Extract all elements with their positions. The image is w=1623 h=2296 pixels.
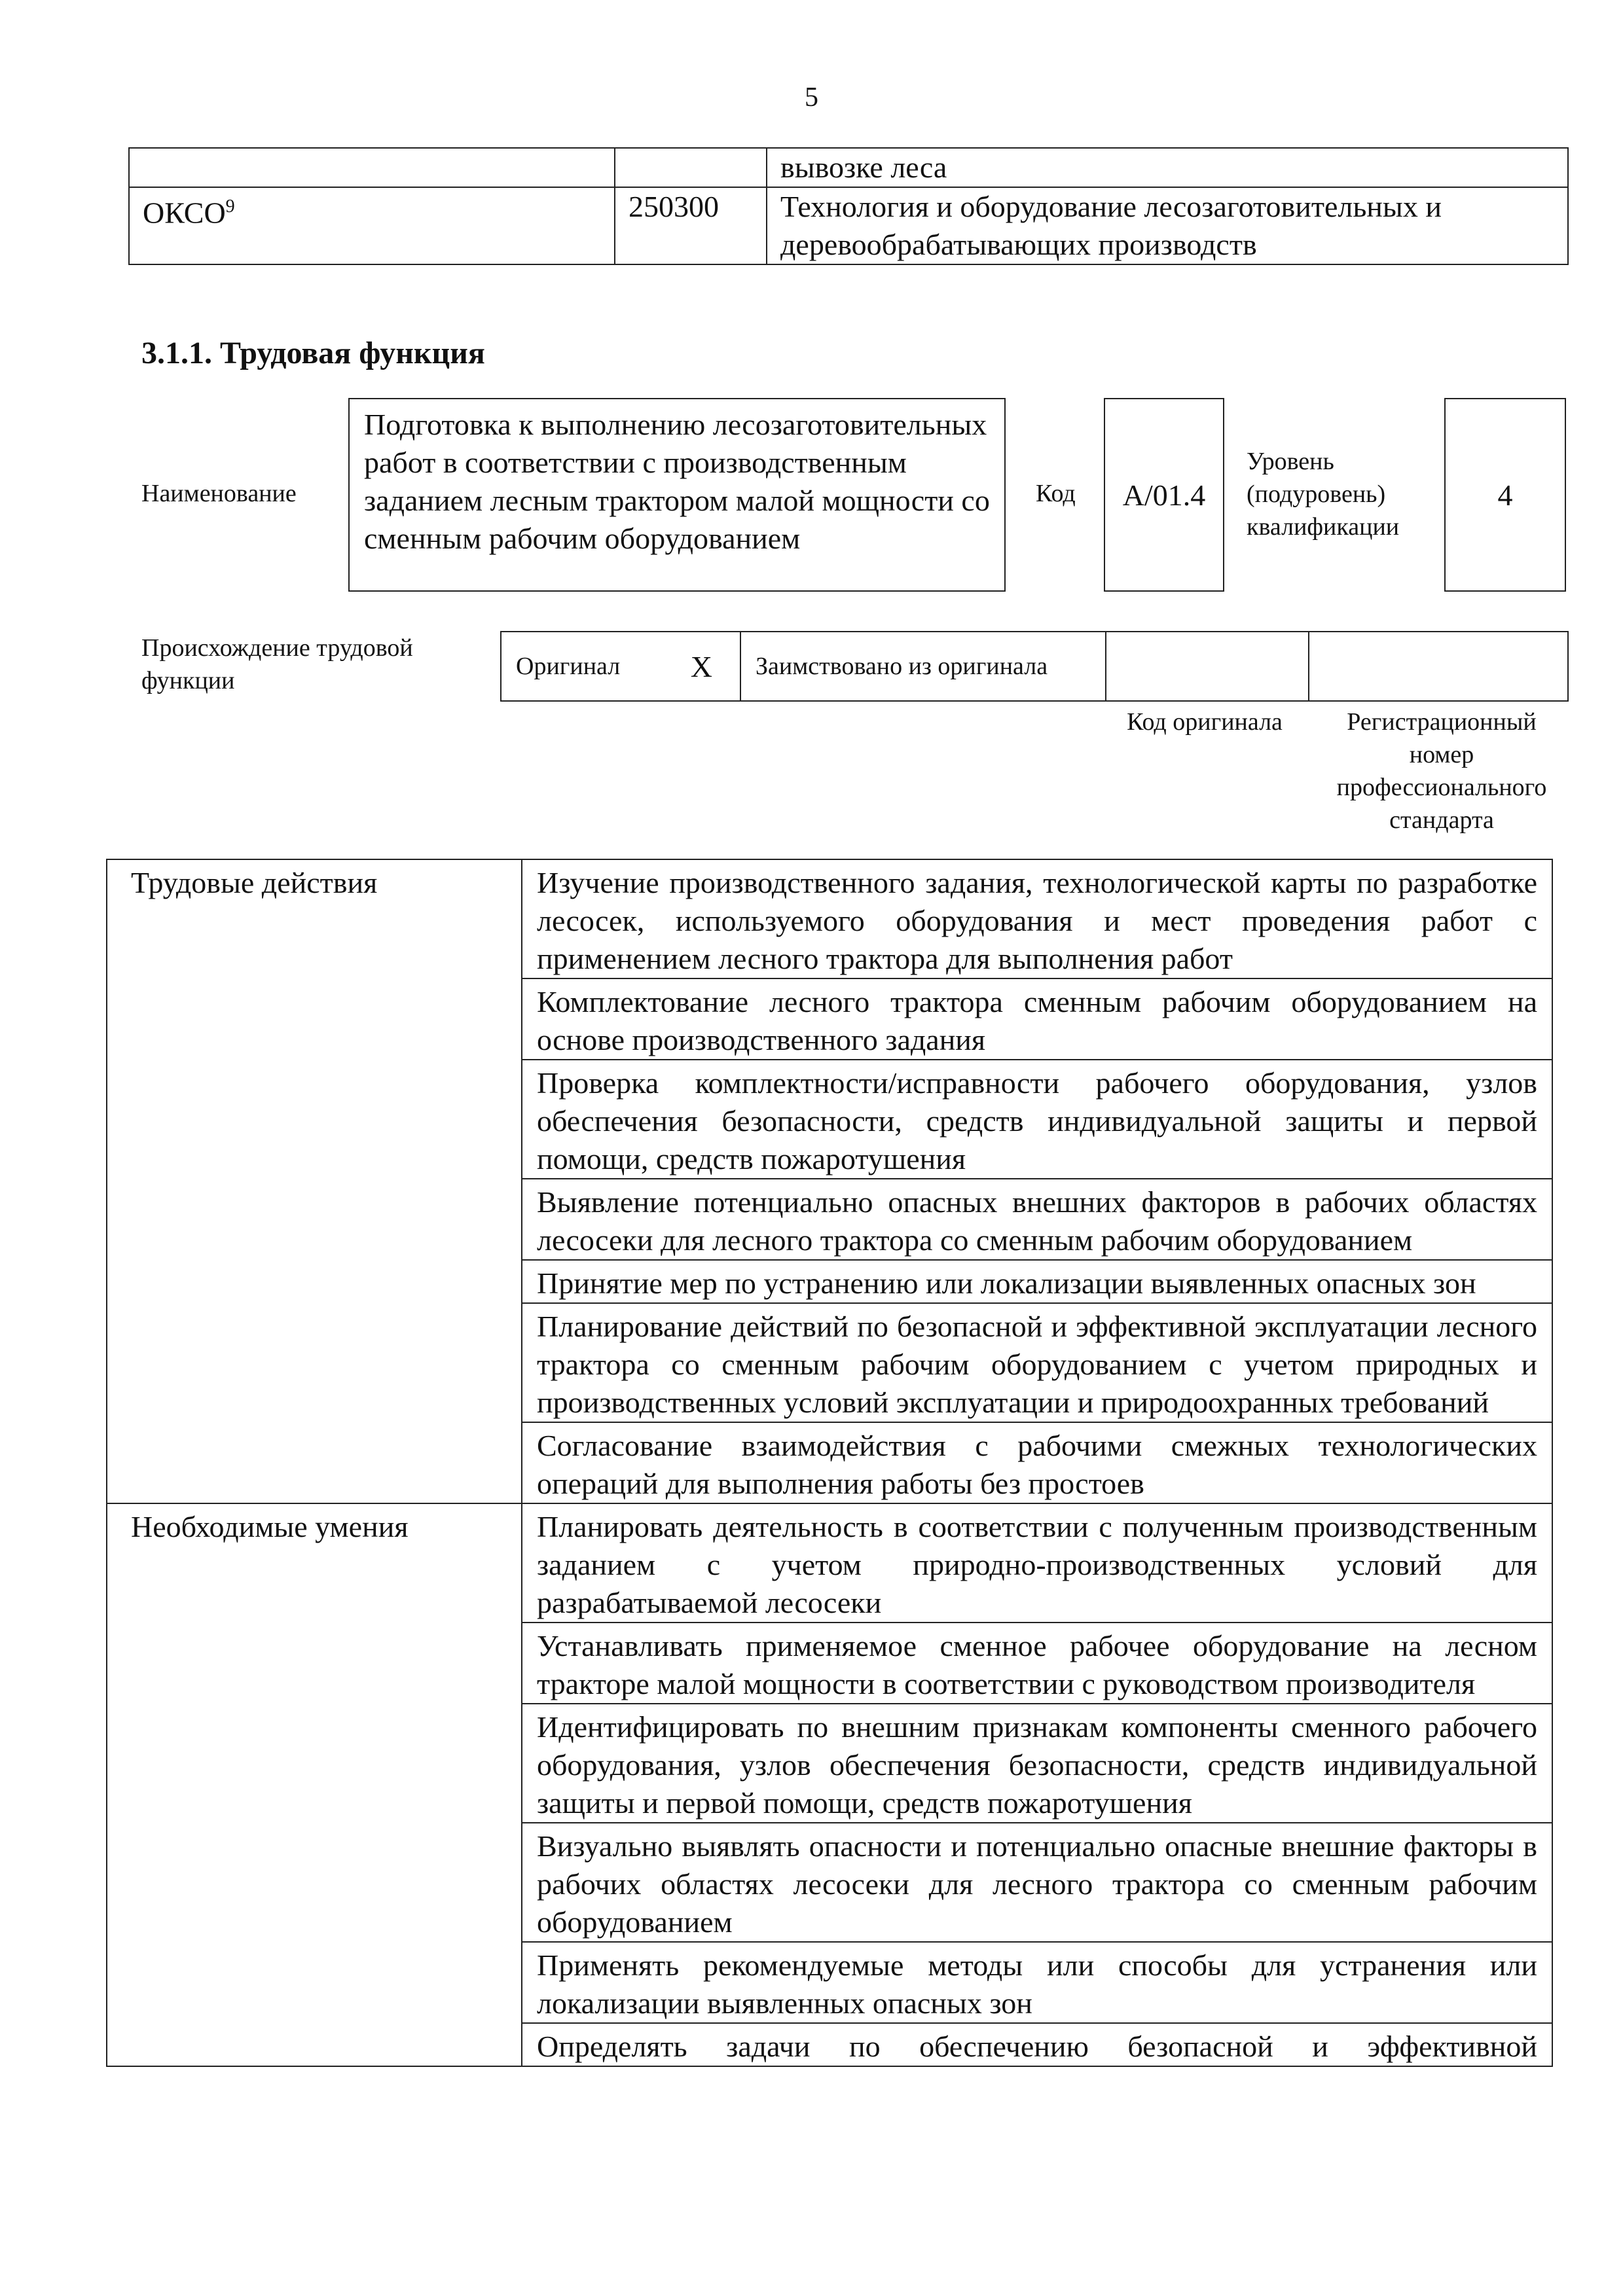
origin-label: Происхождение трудовой функции xyxy=(141,634,413,694)
skill: Устанавливать применяемое сменное рабочее оборудование на лесном тракторе малой мощности в соответствии с руководством производителя xyxy=(522,1623,1552,1704)
origin-original-cell xyxy=(501,632,741,700)
table-cell xyxy=(129,148,615,187)
table-row xyxy=(129,148,1568,187)
labor-actions-label: Трудовые действия xyxy=(107,859,522,1503)
labor-action: Выявление потенциально опасных внешних факторов в рабочих областях лесосеки для лесного трактора со сменным рабочим оборудованием xyxy=(522,1179,1552,1260)
original-label: Оригинал xyxy=(516,653,621,680)
table-row xyxy=(107,1503,1552,1623)
table-row xyxy=(129,187,1568,264)
original-mark: X xyxy=(690,649,712,683)
table-cell: вывозке леса xyxy=(767,148,1568,187)
table-cell xyxy=(615,148,767,187)
skill: Определять задачи по обеспечению безопасной и эффективной xyxy=(522,2023,1552,2066)
labor-action: Согласование взаимодействия с рабочими смежных технологических операций для выполнения работы без простоев xyxy=(522,1422,1552,1503)
labor-action: Комплектование лесного трактора сменным рабочим оборудованием на основе производственного задания xyxy=(522,978,1552,1060)
labor-action: Изучение производственного задания, технологической карты по разработке лесосек, используемого оборудования и мест проведения работ с применением лесного трактора для выполнения работ xyxy=(522,859,1552,978)
table-cell xyxy=(129,187,615,264)
functions-table xyxy=(106,859,1553,2067)
caption-code-original: Код оригинала xyxy=(1127,708,1283,736)
qualification-level: 4 xyxy=(1444,398,1566,592)
page-number: 5 xyxy=(805,82,818,113)
footnote-ref: 9 xyxy=(225,196,235,217)
borrowed-label: Заимствовано из оригинала xyxy=(756,653,1048,680)
table-cell: Технология и оборудование лесозаготовительных и деревообрабатывающих производств xyxy=(767,187,1568,264)
labor-action: Проверка комплектности/исправности рабочего оборудования, узлов обеспечения безопасности, средств индивидуальной защиты и первой помощи, средств пожаротушения xyxy=(522,1060,1552,1179)
section-title: 3.1.1. Трудовая функция xyxy=(141,336,485,370)
labor-action: Принятие мер по устранению или локализации выявленных опасных зон xyxy=(522,1260,1552,1303)
function-code: A/01.4 xyxy=(1104,398,1224,592)
skill: Визуально выявлять опасности и потенциально опасные внешние факторы в рабочих областях лесосеки для лесного трактора со сменным рабочим оборудованием xyxy=(522,1823,1552,1942)
code-label: Код xyxy=(1036,480,1076,507)
level-label: Уровень (подуровень) квалификации xyxy=(1247,448,1400,541)
caption-reg-number: Регистрационный номер профессионального стандарта xyxy=(1336,708,1547,834)
okso-table xyxy=(128,147,1569,265)
skill: Применять рекомендуемые методы или способы для устранения или локализации выявленных опасных зон xyxy=(522,1942,1552,2023)
table-row xyxy=(107,859,1552,978)
function-name: Подготовка к выполнению лесозаготовительных работ в соответствии с производственным заданием лесным трактором малой мощности со сменным рабочим оборудованием xyxy=(348,398,1006,592)
skill: Планировать деятельность в соответствии с полученным производственным заданием с учетом природно-производственных условий для разрабатываемой лесосеки xyxy=(522,1503,1552,1623)
reg-number-cell xyxy=(1309,632,1567,700)
name-label: Наименование xyxy=(141,480,297,507)
labor-action: Планирование действий по безопасной и эффективной эксплуатации лесного трактора со сменным рабочим оборудованием с учетом природных и производственных условий эксплуатации и природоохранных требований xyxy=(522,1303,1552,1422)
skills-label: Необходимые умения xyxy=(107,1503,522,2066)
table-cell: 250300 xyxy=(615,187,767,264)
skill: Идентифицировать по внешним признакам компоненты сменного рабочего оборудования, узлов обеспечения безопасности, средств индивидуальной защиты и первой помощи, средств пожаротушения xyxy=(522,1704,1552,1823)
okso-label: ОКСО xyxy=(143,196,226,230)
origin-row xyxy=(500,631,1569,702)
original-code-cell xyxy=(1106,632,1309,700)
origin-borrowed-cell xyxy=(741,632,1106,700)
